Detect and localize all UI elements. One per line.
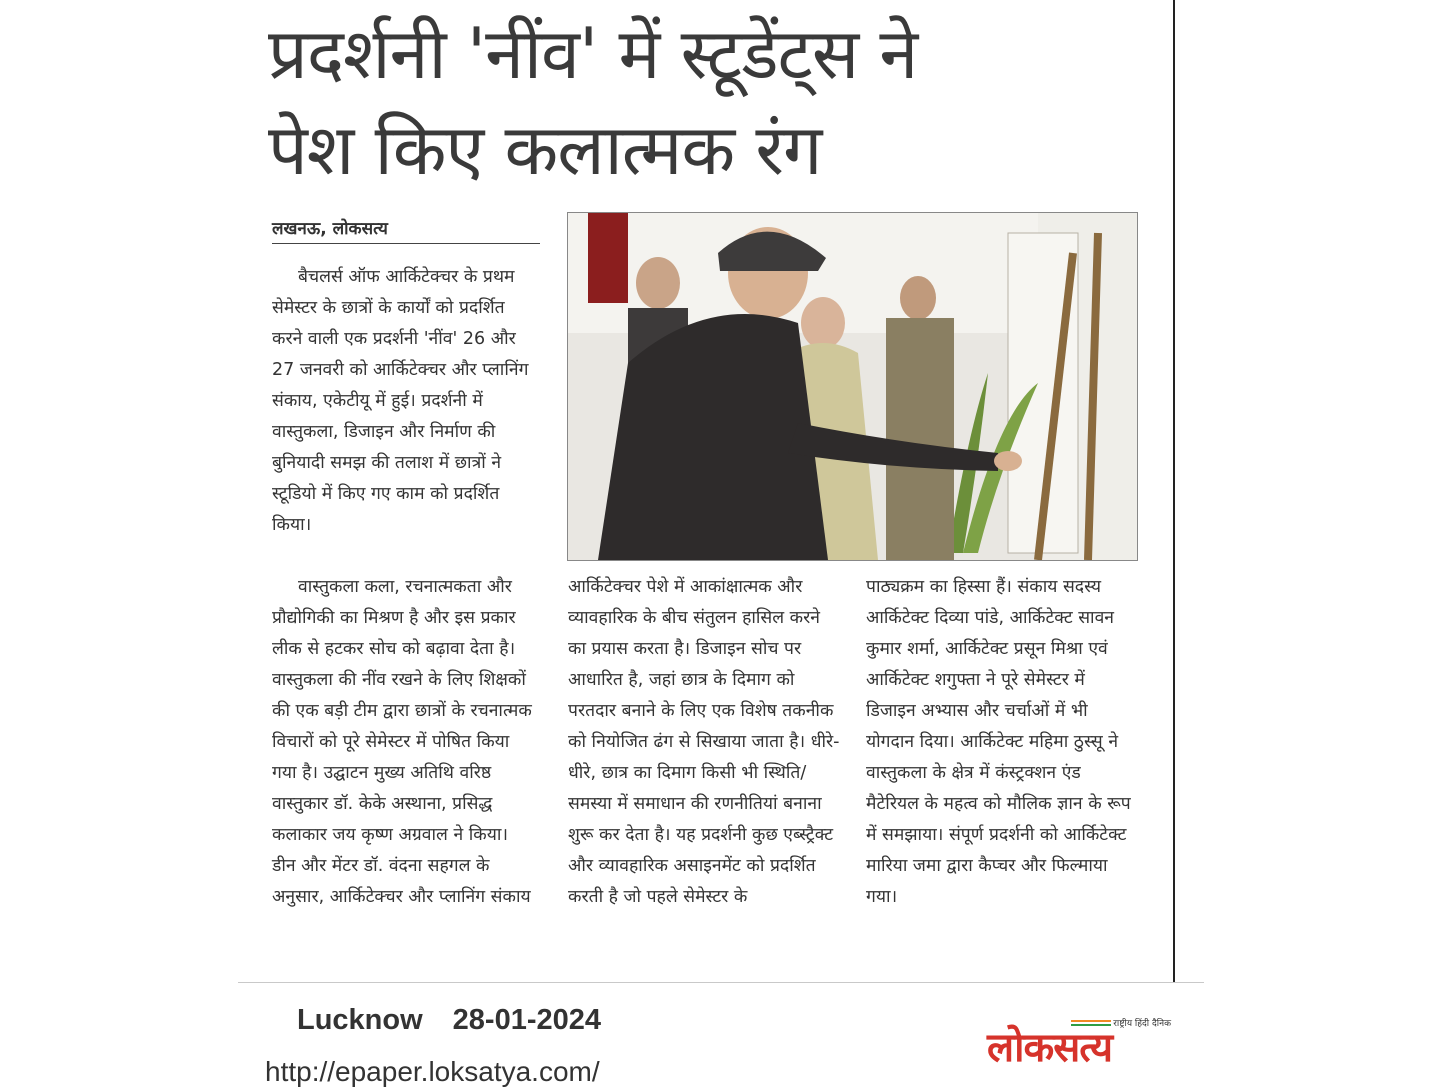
article-paragraph-1: बैचलर्स ऑफ आर्किटेक्चर के प्रथम सेमेस्टर के छात्रों के कार्यों को प्रदर्शित करने वाली एक प्रदर्शनी 'नींव' 26 और 27 जनवरी को आर्किटेक्चर और प्लानिंग संकाय, एकेटीयू में हुई। प्रदर्शनी में वास्तुकला, डिजाइन और निर्माण की बुनियादी समझ की तलाश में छात्रों ने स्टूडियो में किए गए काम को प्रदर्शित किया। [272,267,529,535]
article-column-1-bottom [272,572,534,913]
column-rule [1173,0,1175,982]
article-column-1-top [272,262,534,541]
edition-info [297,1004,601,1037]
headline [268,6,1168,198]
article-paragraph-4: पाठ्यक्रम का हिस्सा हैं। संकाय सदस्य आर्किटेक्ट दिव्या पांडे, आर्किटेक्ट सावन कुमार शर्मा, आर्किटेक्ट प्रसून मिश्रा एवं आर्किटेक्ट शगुफ्ता ने पूरे सेमेस्टर में डिजाइन अभ्यास और चर्चाओं में भी योगदान दिया। आर्किटेक्ट महिमा ठुस्सू ने वास्तुकला के क्षेत्र में कंस्ट्रक्शन एंड मैटेरियल के महत्व को मौलिक ज्ञान के रूप में समझाया। संपूर्ण प्रदर्शनी को आर्किटेक्ट मारिया जमा द्वारा कैप्चर और फिल्माया गया। [866,577,1131,907]
footer-divider [238,982,1204,983]
edition-city: Lucknow [297,1004,423,1036]
article-column-3 [866,572,1136,913]
article-paragraph-3: आर्किटेक्चर पेशे में आकांक्षात्मक और व्यावहारिक के बीच संतुलन हासिल करने का प्रयास करता है। डिजाइन सोच पर आधारित है, जहां छात्र के दिमाग को परतदार बनाने के लिए एक विशेष तकनीक को नियोजित ढंग से सिखाया जाता है। धीरे-धीरे, छात्र का दिमाग किसी भी स्थिति/समस्या में समाधान की रणनीतियां बनाना शुरू कर देता है। यह प्रदर्शनी कुछ एब्स्ट्रैक्ट और व्यावहारिक असाइनमेंट को प्रदर्शित करती है जो पहले सेमेस्टर के [568,577,840,907]
article-paragraph-2: वास्तुकला कला, रचनात्मकता और प्रौद्योगिकी का मिश्रण है और इस प्रकार लीक से हटकर सोच को बढ़ावा देता है। वास्तुकला की नींव रखने के लिए शिक्षकों की एक बड़ी टीम द्वारा छात्रों के रचनात्मक विचारों को पूरे सेमेस्टर में पोषित किया गया है। उद्घाटन मुख्य अतिथि वरिष्ठ वास्तुकार डॉ. केके अस्थाना, प्रसिद्ध कलाकार जय कृष्ण अग्रवाल ने किया। डीन और मेंटर डॉ. वंदना सहगल के अनुसार, आर्किटेक्चर और प्लानिंग संकाय [272,577,532,907]
logo-wordmark: लोकसत्य [987,1025,1113,1071]
edition-date: 28-01-2024 [452,1004,602,1036]
epaper-url-link[interactable]: http://epaper.loksatya.com/ [265,1056,600,1087]
exhibition-photo-illustration [568,213,1137,560]
loksatya-logo [985,1012,1175,1072]
dateline: लखनऊ, लोकसत्य [272,216,540,244]
article-column-2 [568,572,840,913]
news-photo [567,212,1138,561]
headline-line-1: प्रदर्शनी 'नींव' में स्टूडेंट्स ने [268,13,918,95]
headline-line-2: पेश किए कलात्मक रंग [268,109,822,191]
logo-tagline: राष्ट्रीय हिंदी दैनिक [1113,1019,1171,1029]
